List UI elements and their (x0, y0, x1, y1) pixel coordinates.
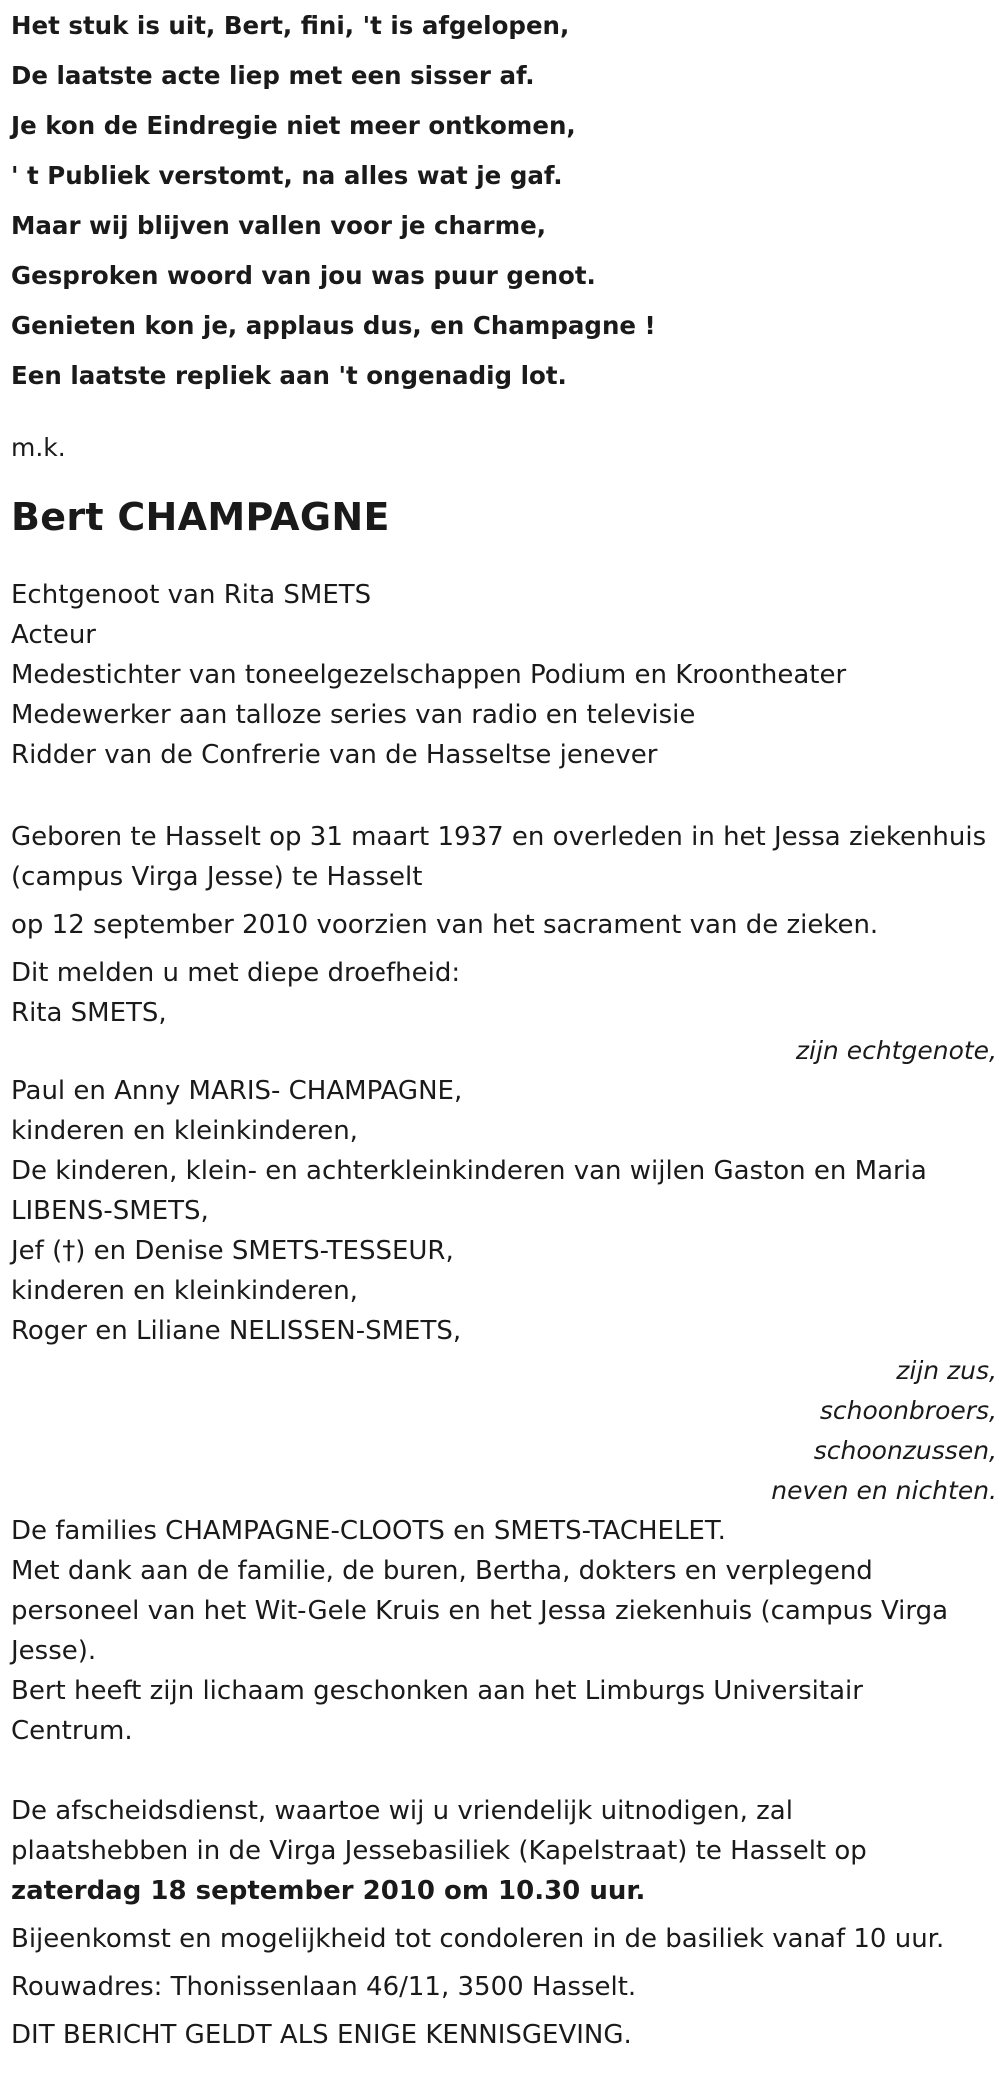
mk-label: m.k. (11, 433, 66, 462)
relative-line: Jef (†) en Denise SMETS-TESSEUR, (11, 1236, 454, 1266)
role-item: Acteur (11, 620, 96, 650)
relatives-list (11, 1071, 997, 1351)
relative-line: kinderen en kleinkinderen, (11, 1276, 358, 1306)
spouse-line: Echtgenoot van Rita SMETS (11, 580, 372, 610)
relative-line: Roger en Liliane NELISSEN-SMETS, (11, 1316, 462, 1346)
relative-role: neven en nichten. (771, 1476, 997, 1505)
relative-line: Paul en Anny MARIS- CHAMPAGNE, (11, 1076, 463, 1106)
obituary-page (11, 0, 997, 2055)
service-info (11, 1791, 997, 1911)
relatives-roles (11, 1351, 997, 1511)
thanks-line: Jesse). (11, 1636, 97, 1666)
poem-line: Genieten kon je, applaus dus, en Champagne ! (11, 311, 656, 340)
roles-list (11, 615, 997, 775)
notice-line: DIT BERICHT GELDT ALS ENIGE KENNISGEVING. (11, 2020, 632, 2050)
service-line: plaatshebben in de Virga Jessebasiliek (Kapelstraat) te Hasselt op (11, 1836, 867, 1866)
poem-line: De laatste acte liep met een sisser af. (11, 61, 535, 90)
relative-role: schoonzussen, (813, 1436, 997, 1465)
relative-line: De kinderen, klein- en achterkleinkinderen van wijlen Gaston en Maria (11, 1156, 927, 1186)
poem-line: Maar wij blijven vallen voor je charme, (11, 211, 547, 240)
spouse-role: zijn echtgenote, (795, 1036, 997, 1065)
role-item: Medewerker aan talloze series van radio en televisie (11, 700, 696, 730)
deceased-name: Bert CHAMPAGNE (11, 495, 390, 539)
relative-line: LIBENS-SMETS, (11, 1196, 209, 1226)
poem-line: Gesproken woord van jou was puur genot. (11, 261, 596, 290)
role-item: Medestichter van toneelgezelschappen Podium en Kroontheater (11, 660, 847, 690)
service-line: De afscheidsdienst, waartoe wij u vriendelijk uitnodigen, zal (11, 1796, 793, 1826)
role-item: Ridder van de Confrerie van de Hasseltse jenever (11, 740, 658, 770)
poem-line: Je kon de Eindregie niet meer ontkomen, (11, 111, 576, 140)
spouse-name: Rita SMETS, (11, 998, 167, 1028)
relative-role: zijn zus, (896, 1356, 997, 1385)
relative-role: schoonbroers, (819, 1396, 997, 1425)
poem-line: Het stuk is uit, Bert, fini, 't is afgelopen, (11, 11, 570, 40)
relative-line: kinderen en kleinkinderen, (11, 1116, 358, 1146)
birth-line: Geboren te Hasselt op 31 maart 1937 en overleden in het Jessa ziekenhuis (11, 822, 987, 852)
condolence-info: Bijeenkomst en mogelijkheid tot condoleren in de basiliek vanaf 10 uur. (11, 1924, 945, 1954)
poem-line: Een laatste repliek aan 't ongenadig lot. (11, 361, 567, 390)
service-date: zaterdag 18 september 2010 om 10.30 uur. (11, 1876, 646, 1906)
families-line: De families CHAMPAGNE-CLOOTS en SMETS-TACHELET. (11, 1516, 726, 1546)
mourning-address: Rouwadres: Thonissenlaan 46/11, 3500 Hasselt. (11, 1972, 637, 2002)
thanks-text (11, 1551, 997, 1751)
birth-line: (campus Virga Jesse) te Hasselt (11, 862, 423, 892)
thanks-line: Bert heeft zijn lichaam geschonken aan het Limburgs Universitair (11, 1676, 863, 1706)
announcement: Dit melden u met diepe droefheid: (11, 958, 461, 988)
thanks-line: Centrum. (11, 1716, 133, 1746)
poem (11, 0, 997, 401)
death-info: op 12 september 2010 voorzien van het sacrament van de zieken. (11, 910, 879, 940)
birth-info (11, 817, 997, 897)
thanks-line: Met dank aan de familie, de buren, Bertha, dokters en verplegend (11, 1556, 873, 1586)
thanks-line: personeel van het Wit-Gele Kruis en het Jessa ziekenhuis (campus Virga (11, 1596, 949, 1626)
poem-line: ' t Publiek verstomt, na alles wat je gaf. (11, 161, 563, 190)
